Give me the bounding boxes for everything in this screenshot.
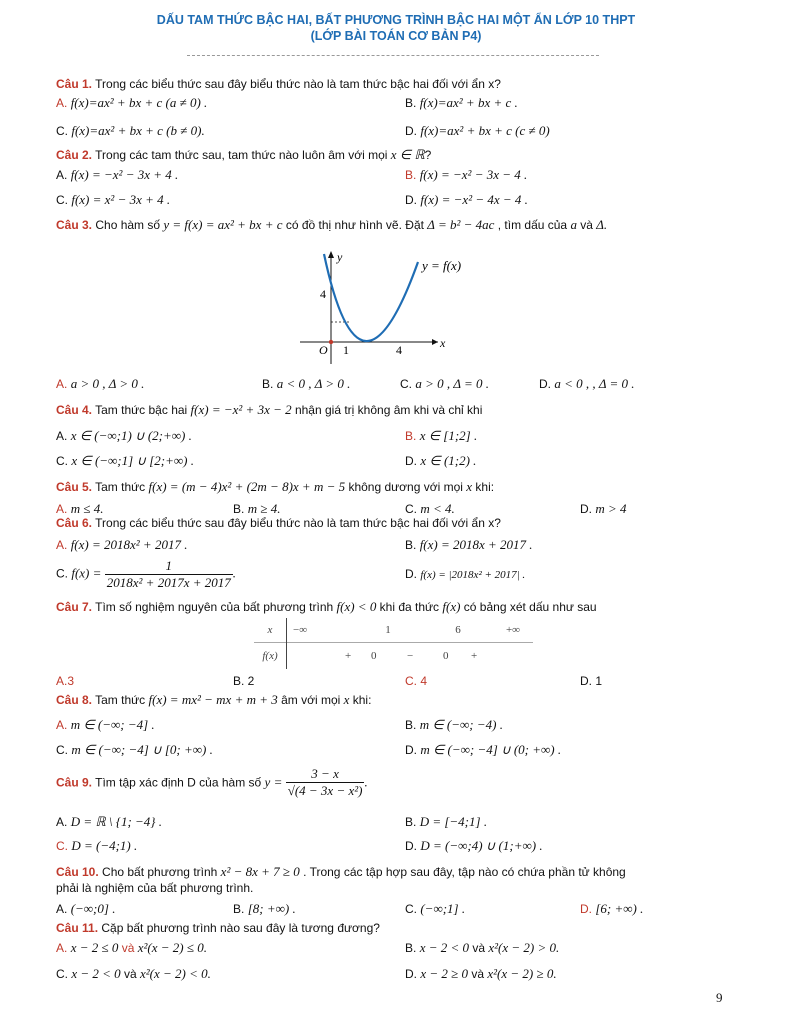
q3-option-b[interactable]: B. a < 0 , Δ > 0 . xyxy=(262,376,351,391)
q10-option-d[interactable]: D. [6; +∞) . xyxy=(580,901,644,916)
q8-option-d[interactable]: D. m ∈ (−∞; −4] ∪ (0; +∞) . xyxy=(405,742,562,757)
q5-option-d[interactable]: D. m > 4 xyxy=(580,501,627,516)
q2-option-d[interactable]: D. f(x) = −x² − 4x − 4 . xyxy=(405,192,528,207)
y-label: y xyxy=(337,250,343,264)
q4-option-d[interactable]: D. x ∈ (1;2) . xyxy=(405,453,477,468)
q9-option-a[interactable]: A. D = ℝ \ {1; −4} . xyxy=(56,814,163,829)
sign-table-row-x: x −∞ 1 6 +∞ xyxy=(254,618,533,643)
question-10-line2: phải là nghiệm của bất phương trình. xyxy=(56,881,254,895)
q1-option-a[interactable]: A. f(x)=ax² + bx + c (a ≠ 0) . xyxy=(56,95,208,110)
q7-option-c[interactable]: C. 4 xyxy=(405,674,428,688)
question-6: Câu 6. Trong các biểu thức sau đây biểu thức nào là tam thức bậc hai đối với ẩn x? xyxy=(56,516,501,530)
question-9: Câu 9. Tìm tập xác định D của hàm số y = $\frac{3 - x}{\text{√(4 − 3x − x²)}}$ . xyxy=(56,766,368,798)
origin-point xyxy=(329,340,333,344)
x-tick-1: 1 xyxy=(343,343,349,357)
question-10: Câu 10. Cho bất phương trình x² − 8x + 7 ≥ 0 . Trong các tập hợp sau đây, tập nào có chứa phần tử không xyxy=(56,864,626,879)
q8-option-b[interactable]: B. m ∈ (−∞; −4) . xyxy=(405,717,503,732)
q6-fraction: $\frac{1}{\text{2018x² + 2017x + 2017}}$ xyxy=(106,558,231,590)
question-5: Câu 5. Tam thức f(x) = (m − 4)x² + (2m − 8)x + m − 5 không dương với mọi x khi: xyxy=(56,479,495,494)
question-8: Câu 8. Tam thức f(x) = mx² − mx + m + 3 âm với mọi x khi: xyxy=(56,692,372,707)
page-title-line2: (LỚP BÀI TOÁN CƠ BẢN P4) xyxy=(310,29,482,43)
q11-option-b[interactable]: B. x − 2 < 0 và x²(x − 2) > 0. xyxy=(405,940,560,955)
q9-option-c[interactable]: C. D = (−4;1) . xyxy=(56,838,138,853)
q11-option-a[interactable]: A. x − 2 ≤ 0 và x²(x − 2) ≤ 0. xyxy=(56,940,207,955)
q4-option-c[interactable]: C. x ∈ (−∞;1] ∪ [2;+∞) . xyxy=(56,453,194,468)
q2-option-a[interactable]: A. f(x) = −x² − 3x + 4 . xyxy=(56,167,179,182)
q10-option-a[interactable]: A. (−∞;0] . xyxy=(56,901,116,916)
q4-option-b[interactable]: B. x ∈ [1;2] . xyxy=(405,428,478,443)
sign-table-row-fx: f(x) + 0 − 0 + xyxy=(254,643,533,670)
q2-option-b[interactable]: B. f(x) = −x² − 3x − 4 . xyxy=(405,167,528,182)
q5-option-c[interactable]: C. m < 4. xyxy=(405,501,455,516)
origin-label: O xyxy=(319,343,328,357)
q6-option-b[interactable]: B. f(x) = 2018x + 2017 . xyxy=(405,537,533,552)
sign-table xyxy=(254,618,533,669)
q5-option-b[interactable]: B. m ≥ 4. xyxy=(233,501,281,516)
q11-option-c[interactable]: C. x − 2 < 0 và x²(x − 2) < 0. xyxy=(56,966,211,981)
q10-option-c[interactable]: C. (−∞;1] . xyxy=(405,901,466,916)
question-4: Câu 4. Tam thức bậc hai f(x) = −x² + 3x − 2 nhận giá trị không âm khi và chỉ khi xyxy=(56,402,483,417)
q10-option-b[interactable]: B. [8; +∞) . xyxy=(233,901,296,916)
q1-option-d[interactable]: D. f(x)=ax² + bx + c (c ≠ 0) xyxy=(405,123,550,138)
q7-option-d[interactable]: D. 1 xyxy=(580,674,603,688)
x-label: x xyxy=(440,336,446,350)
question-1: Câu 1. Trong các biểu thức sau đây biểu thức nào là tam thức bậc hai đối với ẩn x? xyxy=(56,77,501,91)
q9-fraction: $\frac{3 - x}{\text{√(4 − 3x − x²)}}$ xyxy=(287,766,363,798)
q4-option-a[interactable]: A. x ∈ (−∞;1) ∪ (2;+∞) . xyxy=(56,428,192,443)
q9-option-d[interactable]: D. D = (−∞;4) ∪ (1;+∞) . xyxy=(405,838,543,853)
q6-option-a[interactable]: A. f(x) = 2018x² + 2017 . xyxy=(56,537,188,552)
x-axis-arrow xyxy=(432,339,438,345)
question-11: Câu 11. Cặp bất phương trình nào sau đây là tương đương? xyxy=(56,921,380,935)
q1-option-b[interactable]: B. f(x)=ax² + bx + c . xyxy=(405,95,518,110)
q9-option-b[interactable]: B. D = [−4;1] . xyxy=(405,814,488,829)
q6-option-c[interactable]: C. f(x) = $\frac{1}{\text{2018x² + 2017x + 2017}}$ . xyxy=(56,558,236,590)
function-label: y = f(x) xyxy=(422,258,462,273)
q7-option-a[interactable]: A.3 xyxy=(56,674,75,688)
q5-option-a[interactable]: A. m ≤ 4. xyxy=(56,501,104,516)
page-title-line1: DẤU TAM THỨC BẬC HAI, BẤT PHƯƠNG TRÌNH BẬC HAI MỘT ẨN LỚP 10 THPT xyxy=(156,13,636,27)
q8-option-a[interactable]: A. m ∈ (−∞; −4] . xyxy=(56,717,155,732)
title-divider xyxy=(187,55,599,56)
q6-option-d[interactable]: D. f(x) = |2018x² + 2017| . xyxy=(405,567,526,581)
y-axis-arrow xyxy=(328,251,334,258)
q11-option-d[interactable]: D. x − 2 ≥ 0 và x²(x − 2) ≥ 0. xyxy=(405,966,557,981)
y-tick-4: 4 xyxy=(320,287,326,301)
q3-option-c[interactable]: C. a > 0 , Δ = 0 . xyxy=(400,376,490,391)
q7-option-b[interactable]: B. 2 xyxy=(233,674,255,688)
question-7: Câu 7. Tìm số nghiệm nguyên của bất phương trình f(x) < 0 khi đa thức f(x) có bảng xét dấu như sau xyxy=(56,599,597,614)
q1-option-c[interactable]: C. f(x)=ax² + bx + c (b ≠ 0). xyxy=(56,123,205,138)
parabola-graph xyxy=(290,248,490,368)
parabola-curve xyxy=(324,254,418,341)
question-2: Câu 2. Trong các tam thức sau, tam thức nào luôn âm với mọi x ∈ ℝ? xyxy=(56,147,432,162)
page-number: 9 xyxy=(716,990,723,1005)
q3-option-d[interactable]: D. a < 0 , , Δ = 0 . xyxy=(539,376,635,391)
q3-option-a[interactable]: A. a > 0 , Δ > 0 . xyxy=(56,376,145,391)
question-3: Câu 3. Cho hàm số y = f(x) = ax² + bx + c có đồ thị như hình vẽ. Đặt Δ = b² − 4ac , tìm dấu của a và Δ. xyxy=(56,217,608,232)
x-tick-4: 4 xyxy=(396,343,402,357)
q2-option-c[interactable]: C. f(x) = x² − 3x + 4 . xyxy=(56,192,171,207)
q8-option-c[interactable]: C. m ∈ (−∞; −4] ∪ [0; +∞) . xyxy=(56,742,213,757)
